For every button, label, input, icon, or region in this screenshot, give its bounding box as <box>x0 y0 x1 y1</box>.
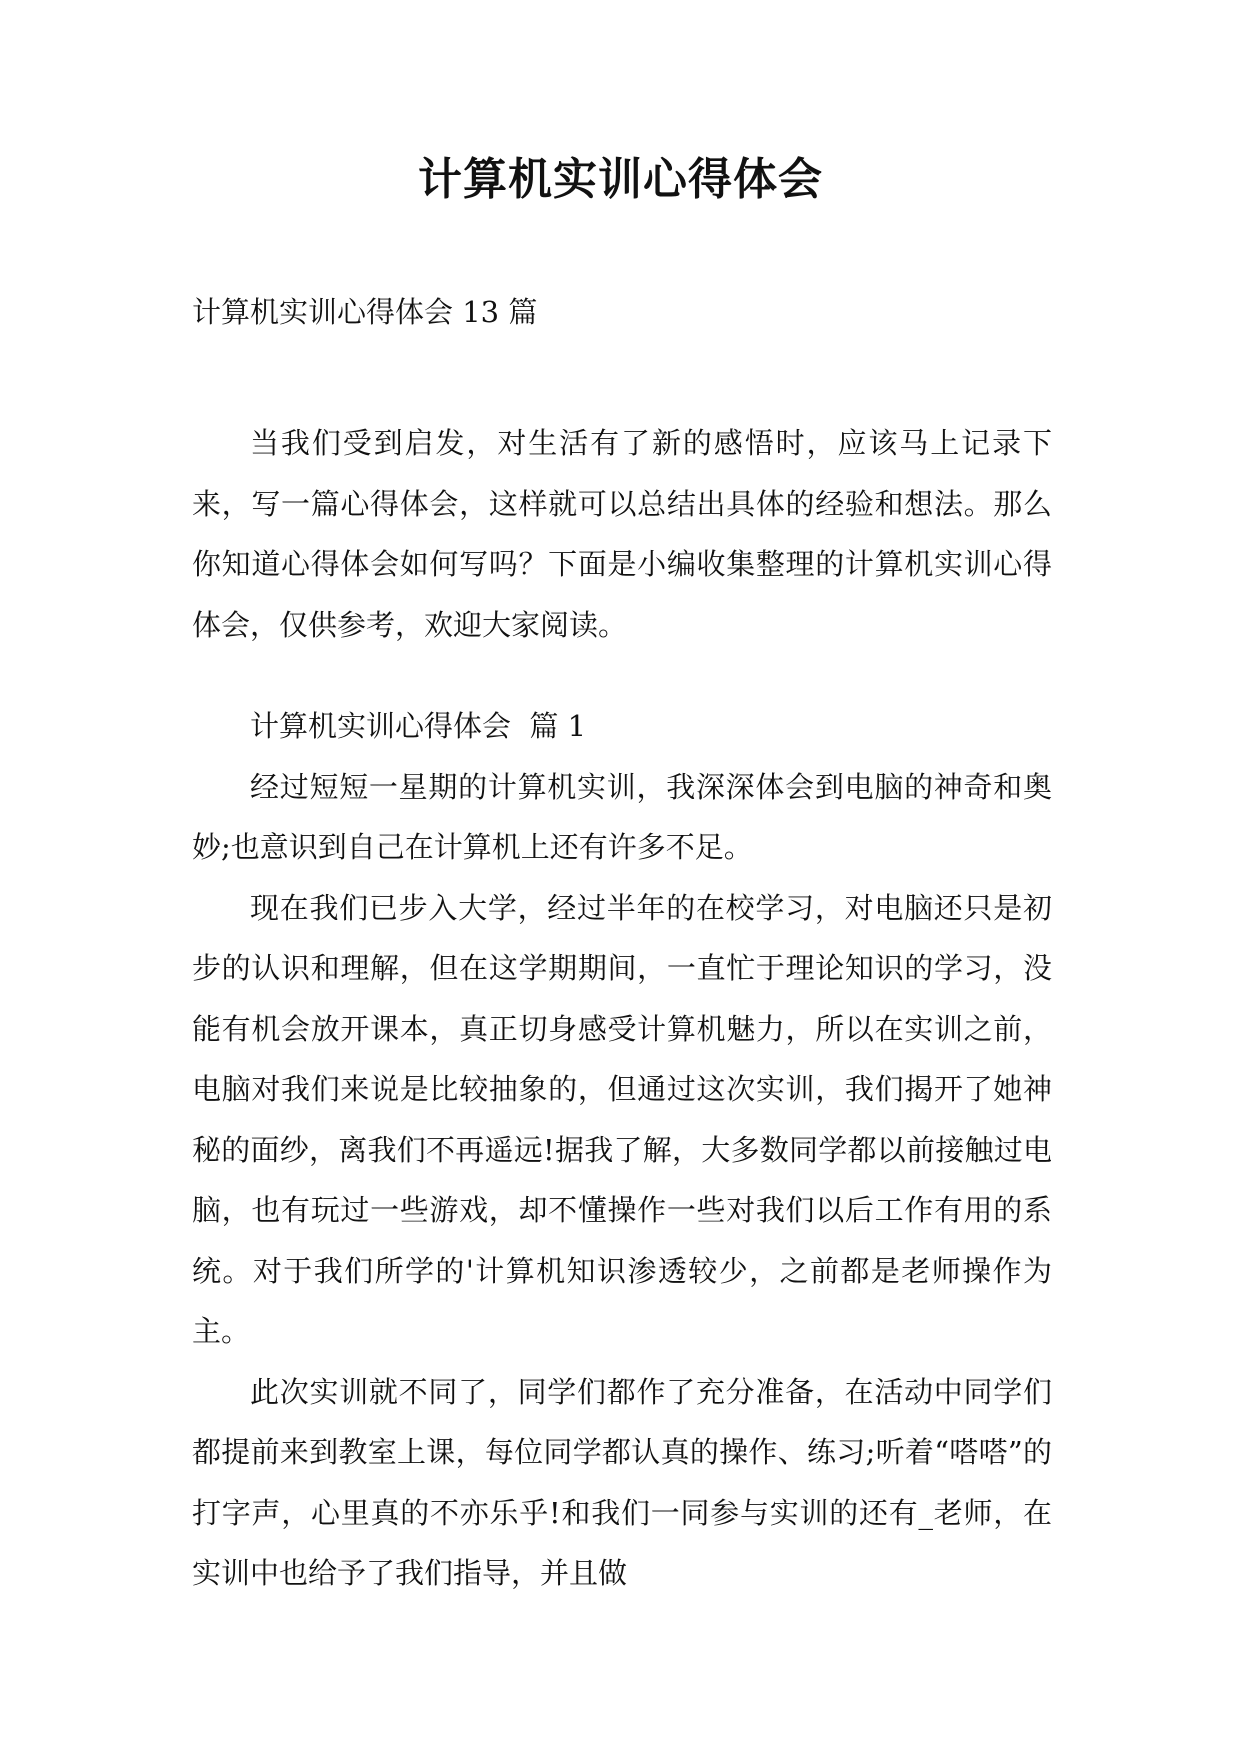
intro-paragraph: 当我们受到启发，对生活有了新的感悟时，应该马上记录下来，写一篇心得体会，这样就可以总结出具体的经验和想法。那么你知道心得体会如何写吗？下面是小编收集整理的计算机实训心得体会，仅供参考，欢迎大家阅读。 <box>192 426 1052 642</box>
body-paragraph: 此次实训就不同了，同学们都作了充分准备，在活动中同学们都提前来到教室上课，每位同学都认真的操作、练习;听着“嗒嗒”的打字声，心里真的不亦乐乎!和我们一同参与实训的还有_老师，在实训中也给予了我们指导，并且做 <box>192 1374 1052 1590</box>
section-heading: 计算机实训心得体会 篇 1 <box>250 709 587 743</box>
body-paragraph: 现在我们已步入大学，经过半年的在校学习，对电脑还只是初步的认识和理解，但在这学期期间，一直忙于理论知识的学习，没能有机会放开课本，真正切身感受计算机魅力，所以在实训之前，电脑对我们来说是比较抽象的，但通过这次实训，我们揭开了她神秘的面纱，离我们不再遥远!据我了解，大多数同学都以前接触过电脑，也有玩过一些游戏，却不懂操作一些对我们以后工作有用的系统。对于我们所学的'计算机知识渗透较少，之前都是老师操作为主。 <box>192 890 1052 1348</box>
section-1 <box>192 696 1052 1604</box>
document-subtitle: 计算机实训心得体会 13 篇 <box>192 295 538 329</box>
body-paragraph: 经过短短一星期的计算机实训，我深深体会到电脑的神奇和奥妙;也意识到自己在计算机上还有许多不足。 <box>192 769 1052 864</box>
intro-block <box>192 413 1052 655</box>
document-title: 计算机实训心得体会 <box>418 154 823 205</box>
